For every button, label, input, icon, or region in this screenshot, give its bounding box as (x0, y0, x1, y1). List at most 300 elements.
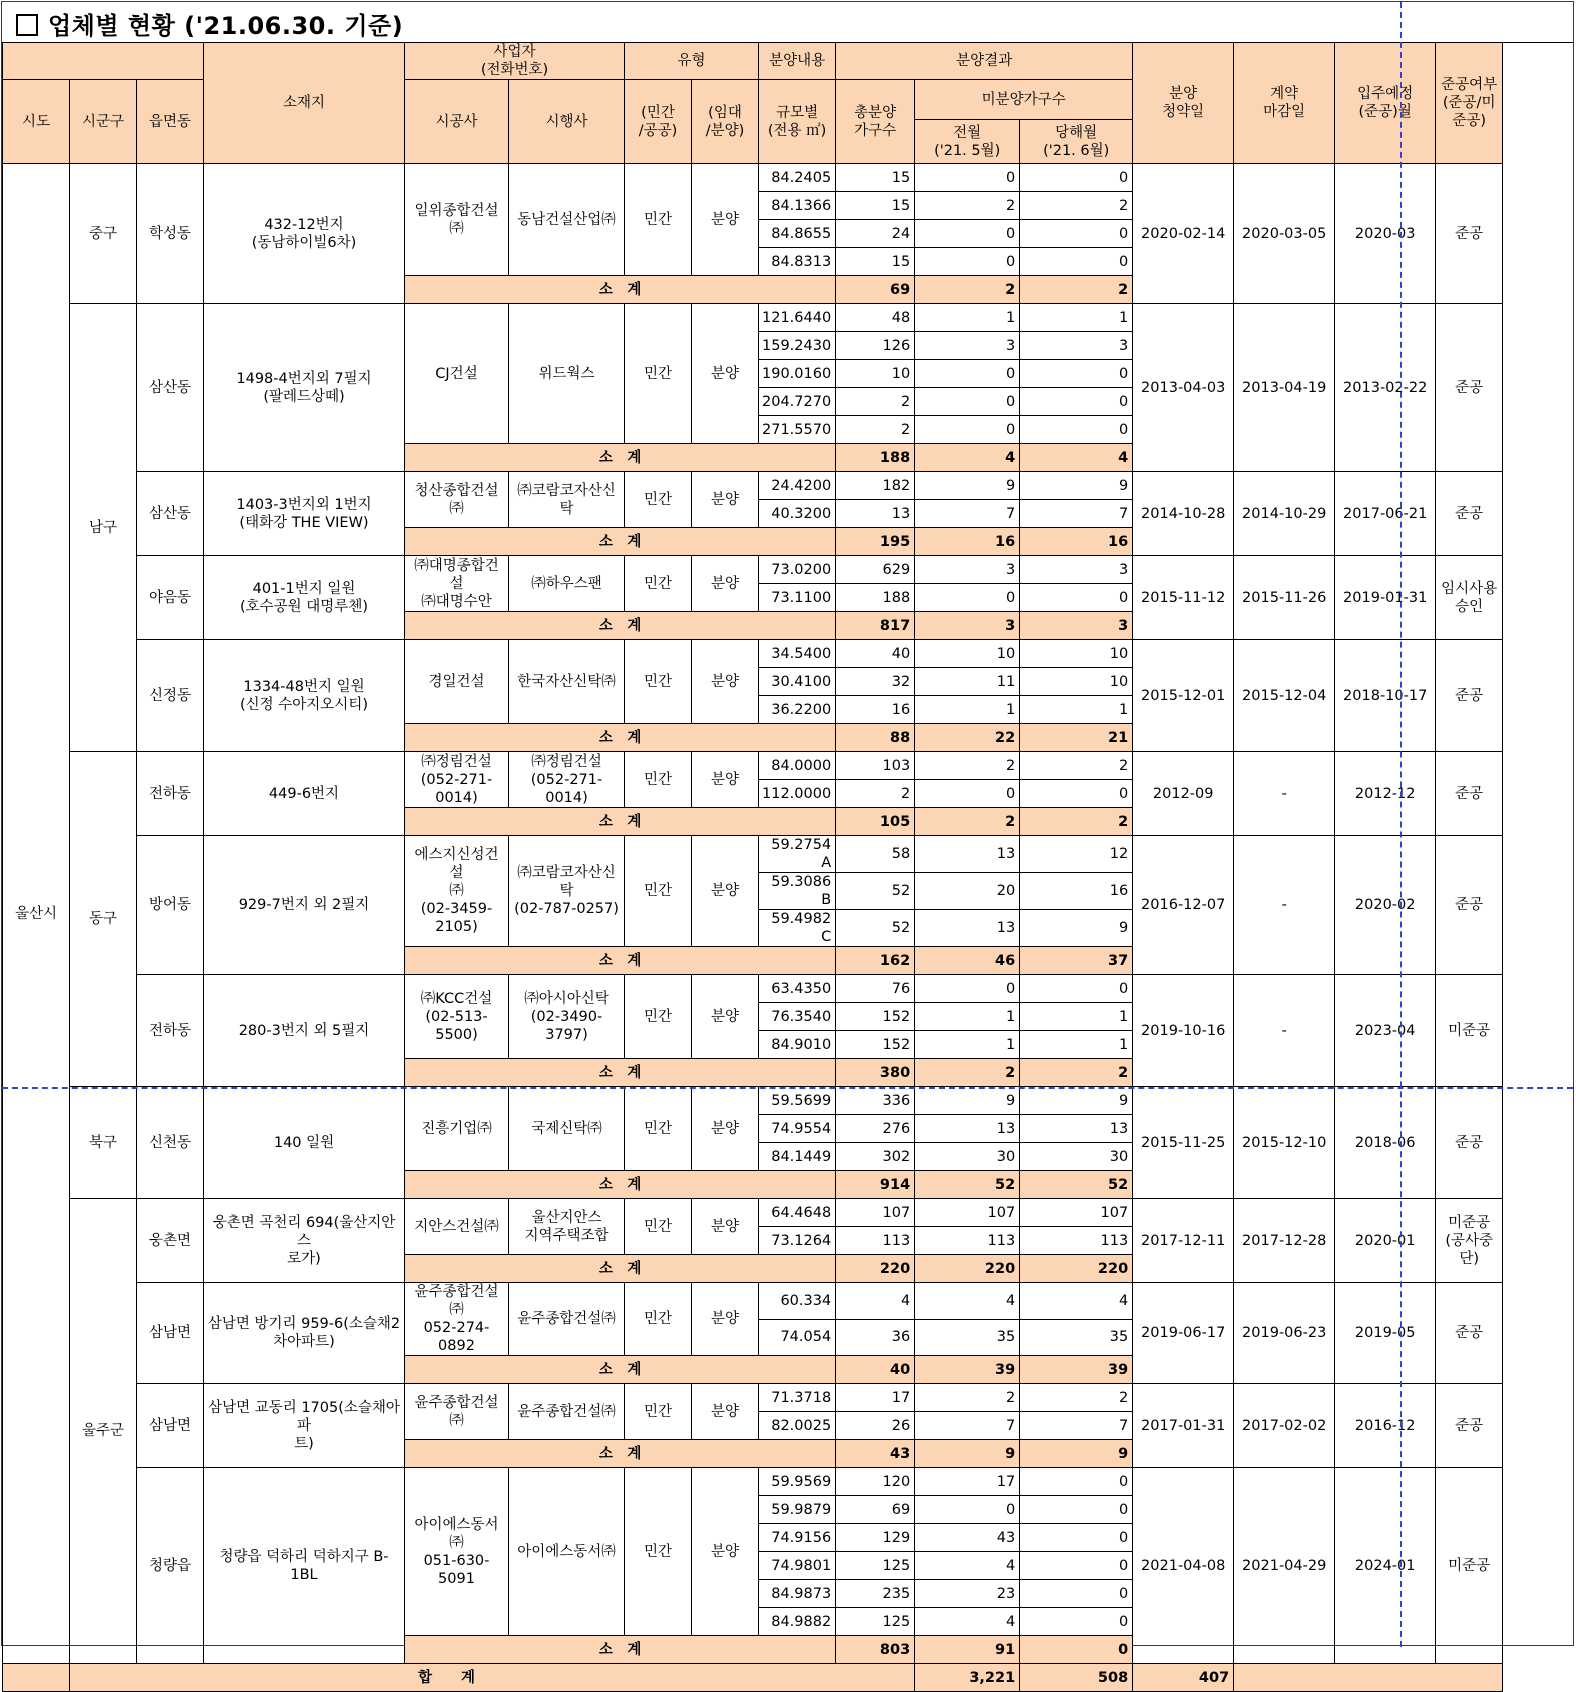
cell-location: 삼남면 방기리 959-6(소슬채2 차아파트) (204, 1283, 405, 1384)
cell-total-units: 107 (836, 1199, 915, 1227)
cell-prev-month: 13 (915, 910, 1020, 947)
cell-operator: 국제신탁㈜ (509, 1087, 625, 1171)
cell-total-units: 69 (836, 1496, 915, 1524)
cell-size: 112.0000 (759, 780, 836, 808)
cell-prev-month: 9 (915, 1087, 1020, 1115)
cell-dong: 전하동 (137, 752, 204, 836)
cell-prev-month: 23 (915, 1580, 1020, 1608)
cell-cur-month: 0 (1020, 1580, 1133, 1608)
cell-size: 59.2754 A (759, 836, 836, 873)
header-builder: 시공사 (405, 80, 509, 164)
cell-subscription-date: 2017-01-31 (1133, 1384, 1234, 1468)
subtotal-label: 소 계 (405, 724, 836, 752)
cell-cur-month: 1 (1020, 1003, 1133, 1031)
cell-cur-month: 107 (1020, 1199, 1133, 1227)
header-type: 유형 (625, 43, 759, 80)
cell-subscription-date: 2019-10-16 (1133, 975, 1234, 1087)
cell-builder: 윤주종합건설㈜ 052-274-0892 (405, 1283, 509, 1356)
cell-prev-month: 1 (915, 696, 1020, 724)
subtotal-prev-month: 220 (915, 1255, 1020, 1283)
subtotal-total-units: 69 (836, 276, 915, 304)
subtotal-prev-month: 52 (915, 1171, 1020, 1199)
cell-completion: 준공 (1436, 472, 1503, 556)
cell-type-private: 민간 (625, 640, 692, 724)
cell-type-private: 민간 (625, 1468, 692, 1636)
cell-dong: 삼남면 (137, 1283, 204, 1384)
cell-cur-month: 0 (1020, 584, 1133, 612)
subtotal-label: 소 계 (405, 1356, 836, 1384)
cell-operator: ㈜아시아신탁 (02-3490-3797) (509, 975, 625, 1059)
cell-prev-month: 3 (915, 556, 1020, 584)
cell-total-units: 52 (836, 910, 915, 947)
cell-prev-month: 0 (915, 248, 1020, 276)
cell-total-units: 188 (836, 584, 915, 612)
cell-prev-month: 2 (915, 1384, 1020, 1412)
subtotal-label: 소 계 (405, 947, 836, 975)
cell-cur-month: 0 (1020, 164, 1133, 192)
cell-operator: 한국자산신탁㈜ (509, 640, 625, 724)
checkbox-square-icon (16, 14, 38, 36)
cell-contract-date: 2015-12-10 (1234, 1087, 1335, 1199)
cell-total-units: 13 (836, 500, 915, 528)
cell-prev-month: 35 (915, 1319, 1020, 1356)
subtotal-total-units: 40 (836, 1356, 915, 1384)
cell-dong: 신정동 (137, 640, 204, 752)
cell-total-units: 126 (836, 332, 915, 360)
cell-type-private: 민간 (625, 1199, 692, 1255)
cell-operator: ㈜코람코자산신탁 (509, 472, 625, 528)
cell-operator: 위드웍스 (509, 304, 625, 444)
cell-total-units: 235 (836, 1580, 915, 1608)
header-cur-month: 당해월 ('21. 6월) (1020, 120, 1133, 164)
cell-size: 84.1449 (759, 1143, 836, 1171)
cell-size: 74.9801 (759, 1552, 836, 1580)
cell-total-units: 15 (836, 248, 915, 276)
subtotal-cur-month: 2 (1020, 1059, 1133, 1087)
cell-cur-month: 0 (1020, 416, 1133, 444)
table-row (3, 975, 1503, 1003)
header-completion: 준공여부 (준공/미 준공) (1436, 43, 1503, 164)
cell-dong: 전하동 (137, 975, 204, 1087)
cell-move-in: 2019-01-31 (1335, 556, 1436, 640)
cell-cur-month: 13 (1020, 1115, 1133, 1143)
cell-subscription-date: 2012-09 (1133, 752, 1234, 836)
cell-size: 84.9873 (759, 1580, 836, 1608)
cell-cur-month: 0 (1020, 975, 1133, 1003)
subtotal-cur-month: 16 (1020, 528, 1133, 556)
subtotal-cur-month: 3 (1020, 612, 1133, 640)
cell-prev-month: 4 (915, 1283, 1020, 1320)
cell-size: 84.0000 (759, 752, 836, 780)
cell-size: 24.4200 (759, 472, 836, 500)
cell-move-in: 2013-02-22 (1335, 304, 1436, 472)
cell-cur-month: 0 (1020, 1608, 1133, 1636)
spreadsheet (1, 1, 1574, 1686)
table-body (3, 164, 1503, 1692)
cell-cur-month: 4 (1020, 1283, 1133, 1320)
cell-sigungu: 울주군 (70, 1199, 137, 1664)
grand-total-row (3, 1664, 1503, 1692)
subtotal-total-units: 188 (836, 444, 915, 472)
cell-size: 59.5699 (759, 1087, 836, 1115)
cell-cur-month: 0 (1020, 1552, 1133, 1580)
cell-move-in: 2020-01 (1335, 1199, 1436, 1283)
cell-move-in: 2018-10-17 (1335, 640, 1436, 752)
subtotal-prev-month: 91 (915, 1636, 1020, 1664)
cell-location: 140 일원 (204, 1087, 405, 1199)
cell-prev-month: 7 (915, 500, 1020, 528)
cell-move-in: 2024-01 (1335, 1468, 1436, 1664)
cell-total-units: 336 (836, 1087, 915, 1115)
cell-operator: 아이에스동서㈜ (509, 1468, 625, 1636)
subtotal-total-units: 914 (836, 1171, 915, 1199)
cell-move-in: 2020-02 (1335, 836, 1436, 975)
cell-completion: 미준공 (공사중 단) (1436, 1199, 1503, 1283)
cell-total-units: 2 (836, 388, 915, 416)
cell-total-units: 10 (836, 360, 915, 388)
cell-completion: 준공 (1436, 164, 1503, 304)
cell-prev-month: 1 (915, 304, 1020, 332)
cell-type-private: 민간 (625, 164, 692, 276)
subtotal-cur-month: 0 (1020, 1636, 1133, 1664)
cell-location: 929-7번지 외 2필지 (204, 836, 405, 975)
cell-size: 73.0200 (759, 556, 836, 584)
subtotal-prev-month: 9 (915, 1440, 1020, 1468)
cell-prev-month: 43 (915, 1524, 1020, 1552)
cell-completion: 준공 (1436, 1384, 1503, 1468)
subtotal-prev-month: 16 (915, 528, 1020, 556)
cell-contract-date: - (1234, 752, 1335, 836)
cell-sigungu: 남구 (70, 304, 137, 752)
header-size: 규모별 (전용 ㎡) (759, 80, 836, 164)
cell-size: 76.3540 (759, 1003, 836, 1031)
subtotal-cur-month: 4 (1020, 444, 1133, 472)
subtotal-prev-month: 46 (915, 947, 1020, 975)
cell-cur-month: 0 (1020, 248, 1133, 276)
cell-size: 36.2200 (759, 696, 836, 724)
header-dong: 읍면동 (137, 80, 204, 164)
cell-cur-month: 10 (1020, 640, 1133, 668)
table-row (3, 304, 1503, 332)
header-prev-month: 전월 ('21. 5월) (915, 120, 1020, 164)
cell-subscription-date: 2015-12-01 (1133, 640, 1234, 752)
table-row (3, 1283, 1503, 1320)
cell-dong: 청량읍 (137, 1468, 204, 1664)
cell-sigungu: 북구 (70, 1087, 137, 1199)
subtotal-total-units: 88 (836, 724, 915, 752)
cell-total-units: 36 (836, 1319, 915, 1356)
cell-cur-month: 10 (1020, 668, 1133, 696)
cell-total-units: 129 (836, 1524, 915, 1552)
cell-dong: 방어동 (137, 836, 204, 975)
cell-builder: ㈜정림건설 (052-271- 0014) (405, 752, 509, 808)
cell-prev-month: 2 (915, 752, 1020, 780)
table-row (3, 472, 1503, 500)
cell-operator: 울산지안스 지역주택조합 (509, 1199, 625, 1255)
cell-subscription-date: 2015-11-12 (1133, 556, 1234, 640)
cell-cur-month: 1 (1020, 1031, 1133, 1059)
cell-total-units: 182 (836, 472, 915, 500)
cell-contract-date: 2017-02-02 (1234, 1384, 1335, 1468)
header-type-private: (민간 /공공) (625, 80, 692, 164)
cell-size: 71.3718 (759, 1384, 836, 1412)
header-subscription-date: 분양 청약일 (1133, 43, 1234, 164)
table-row (3, 1468, 1503, 1496)
cell-size: 59.9569 (759, 1468, 836, 1496)
cell-total-units: 125 (836, 1608, 915, 1636)
cell-operator: 윤주종합건설㈜ (509, 1384, 625, 1440)
cell-builder: 에스지신성건설 ㈜ (02-3459- 2105) (405, 836, 509, 947)
status-table (2, 42, 1503, 1692)
cell-cur-month: 2 (1020, 192, 1133, 220)
cell-cur-month: 9 (1020, 910, 1133, 947)
header-total-units: 총분양 가구수 (836, 80, 915, 164)
grand-total-prev-month: 508 (1020, 1664, 1133, 1692)
cell-size: 159.2430 (759, 332, 836, 360)
subtotal-cur-month: 2 (1020, 276, 1133, 304)
cell-type-private: 민간 (625, 556, 692, 612)
cell-cur-month: 2 (1020, 1384, 1133, 1412)
page-title (16, 6, 403, 41)
cell-dong: 웅촌면 (137, 1199, 204, 1283)
cell-size: 84.8655 (759, 220, 836, 248)
cell-total-units: 125 (836, 1552, 915, 1580)
cell-size: 190.0160 (759, 360, 836, 388)
cell-size: 59.4982 C (759, 910, 836, 947)
cell-prev-month: 4 (915, 1608, 1020, 1636)
cell-move-in: 2023-04 (1335, 975, 1436, 1087)
header-operator: 시행사 (509, 80, 625, 164)
table-row (3, 164, 1503, 192)
table-row (3, 640, 1503, 668)
subtotal-cur-month: 52 (1020, 1171, 1133, 1199)
grand-total-cur-month: 407 (1133, 1664, 1234, 1692)
subtotal-prev-month: 2 (915, 808, 1020, 836)
cell-size: 271.5570 (759, 416, 836, 444)
grand-total-tail (1234, 1664, 1503, 1692)
subtotal-cur-month: 9 (1020, 1440, 1133, 1468)
cell-type-sale: 분양 (692, 1087, 759, 1171)
subtotal-cur-month: 21 (1020, 724, 1133, 752)
cell-operator: 동남건설산업㈜ (509, 164, 625, 276)
cell-completion: 미준공 (1436, 975, 1503, 1087)
cell-prev-month: 13 (915, 836, 1020, 873)
cell-location: 449-6번지 (204, 752, 405, 836)
cell-contract-date: 2021-04-29 (1234, 1468, 1335, 1664)
cell-size: 84.1366 (759, 192, 836, 220)
subtotal-prev-month: 39 (915, 1356, 1020, 1384)
cell-size: 63.4350 (759, 975, 836, 1003)
cell-dong: 신천동 (137, 1087, 204, 1199)
cell-contract-date: 2013-04-19 (1234, 304, 1335, 472)
cell-sigungu: 중구 (70, 164, 137, 304)
header-sido: 시도 (3, 80, 70, 164)
cell-total-units: 4 (836, 1283, 915, 1320)
cell-cur-month: 0 (1020, 1524, 1133, 1552)
cell-prev-month: 17 (915, 1468, 1020, 1496)
cell-total-units: 276 (836, 1115, 915, 1143)
cell-type-private: 민간 (625, 836, 692, 947)
header-sigungu: 시군구 (70, 80, 137, 164)
cell-size: 84.8313 (759, 248, 836, 276)
cell-builder: 지안스건설㈜ (405, 1199, 509, 1255)
cell-dong: 삼산동 (137, 472, 204, 556)
cell-type-sale: 분양 (692, 975, 759, 1059)
cell-size: 30.4100 (759, 668, 836, 696)
cell-subscription-date: 2016-12-07 (1133, 836, 1234, 975)
cell-operator: ㈜코람코자산신탁 (02-787-0257) (509, 836, 625, 947)
cell-move-in: 2020-03 (1335, 164, 1436, 304)
cell-size: 74.9156 (759, 1524, 836, 1552)
cell-total-units: 76 (836, 975, 915, 1003)
cell-location: 웅촌면 곡천리 694(울산지안스 로가) (204, 1199, 405, 1283)
cell-completion: 준공 (1436, 836, 1503, 975)
cell-type-sale: 분양 (692, 1384, 759, 1440)
cell-type-sale: 분양 (692, 752, 759, 808)
header-contract-date: 계약 마감일 (1234, 43, 1335, 164)
cell-size: 73.1100 (759, 584, 836, 612)
cell-move-in: 2017-06-21 (1335, 472, 1436, 556)
cell-prev-month: 9 (915, 472, 1020, 500)
cell-contract-date: - (1234, 975, 1335, 1087)
cell-cur-month: 0 (1020, 360, 1133, 388)
cell-completion: 준공 (1436, 1087, 1503, 1199)
table-row (3, 1199, 1503, 1227)
cell-total-units: 48 (836, 304, 915, 332)
header-move-in: 입주예정 (준공)월 (1335, 43, 1436, 164)
cell-sido: 울산시 (3, 164, 70, 1664)
subtotal-total-units: 380 (836, 1059, 915, 1087)
header-unsold: 미분양가구수 (915, 80, 1133, 120)
cell-total-units: 15 (836, 192, 915, 220)
cell-prev-month: 0 (915, 220, 1020, 248)
cell-cur-month: 12 (1020, 836, 1133, 873)
cell-size: 40.3200 (759, 500, 836, 528)
cell-size: 84.2405 (759, 164, 836, 192)
subtotal-total-units: 105 (836, 808, 915, 836)
cell-cur-month: 35 (1020, 1319, 1133, 1356)
cell-total-units: 40 (836, 640, 915, 668)
cell-prev-month: 1 (915, 1031, 1020, 1059)
cell-prev-month: 0 (915, 416, 1020, 444)
title-bar (2, 2, 1573, 43)
cell-location: 1334-48번지 일원 (신정 수아지오시티) (204, 640, 405, 752)
cell-size: 74.054 (759, 1319, 836, 1356)
subtotal-label: 소 계 (405, 808, 836, 836)
cell-prev-month: 113 (915, 1227, 1020, 1255)
cell-subscription-date: 2015-11-25 (1133, 1087, 1234, 1199)
subtotal-total-units: 817 (836, 612, 915, 640)
subtotal-label: 소 계 (405, 1636, 836, 1664)
cell-cur-month: 3 (1020, 332, 1133, 360)
cell-move-in: 2016-12 (1335, 1384, 1436, 1468)
cell-builder: 일위종합건설㈜ (405, 164, 509, 276)
cell-prev-month: 0 (915, 388, 1020, 416)
subtotal-label: 소 계 (405, 444, 836, 472)
cell-total-units: 152 (836, 1003, 915, 1031)
cell-subscription-date: 2021-04-08 (1133, 1468, 1234, 1664)
subtotal-label: 소 계 (405, 1440, 836, 1468)
cell-total-units: 2 (836, 780, 915, 808)
table-row (3, 836, 1503, 873)
cell-type-sale: 분양 (692, 1468, 759, 1636)
cell-prev-month: 2 (915, 192, 1020, 220)
cell-subscription-date: 2017-12-11 (1133, 1199, 1234, 1283)
cell-size: 59.3086 B (759, 873, 836, 910)
subtotal-label: 소 계 (405, 1255, 836, 1283)
cell-size: 74.9554 (759, 1115, 836, 1143)
cell-cur-month: 2 (1020, 752, 1133, 780)
subtotal-label: 소 계 (405, 276, 836, 304)
cell-builder: CJ건설 (405, 304, 509, 444)
cell-prev-month: 0 (915, 1496, 1020, 1524)
cell-total-units: 15 (836, 164, 915, 192)
cell-location: 432-12번지 (동남하이빌6차) (204, 164, 405, 304)
header-location: 소재지 (204, 43, 405, 164)
table-row (3, 752, 1503, 780)
cell-type-private: 민간 (625, 304, 692, 444)
cell-contract-date: - (1234, 836, 1335, 975)
cell-size: 204.7270 (759, 388, 836, 416)
subtotal-prev-month: 2 (915, 1059, 1020, 1087)
cell-total-units: 629 (836, 556, 915, 584)
cell-location: 1498-4번지외 7필지 (팔레드상떼) (204, 304, 405, 472)
cell-prev-month: 10 (915, 640, 1020, 668)
subtotal-total-units: 220 (836, 1255, 915, 1283)
cell-size: 84.9882 (759, 1608, 836, 1636)
cell-cur-month: 9 (1020, 472, 1133, 500)
cell-total-units: 24 (836, 220, 915, 248)
grand-total-blank (3, 1664, 70, 1692)
cell-location: 청량읍 덕하리 덕하지구 B-1BL (204, 1468, 405, 1664)
subtotal-total-units: 195 (836, 528, 915, 556)
cell-prev-month: 30 (915, 1143, 1020, 1171)
cell-location: 1403-3번지외 1번지 (태화강 THE VIEW) (204, 472, 405, 556)
cell-operator: ㈜하우스팬 (509, 556, 625, 612)
table-row (3, 556, 1503, 584)
cell-builder: 경일건설 (405, 640, 509, 724)
cell-prev-month: 0 (915, 780, 1020, 808)
cell-prev-month: 107 (915, 1199, 1020, 1227)
cell-size: 34.5400 (759, 640, 836, 668)
cell-dong: 삼산동 (137, 304, 204, 472)
cell-cur-month: 113 (1020, 1227, 1133, 1255)
cell-cur-month: 30 (1020, 1143, 1133, 1171)
subtotal-label: 소 계 (405, 1171, 836, 1199)
cell-move-in: 2012-12 (1335, 752, 1436, 836)
cell-type-private: 민간 (625, 472, 692, 528)
cell-prev-month: 13 (915, 1115, 1020, 1143)
cell-type-private: 민간 (625, 752, 692, 808)
subtotal-total-units: 43 (836, 1440, 915, 1468)
cell-type-sale: 분양 (692, 836, 759, 947)
cell-sigungu: 동구 (70, 752, 137, 1087)
cell-prev-month: 7 (915, 1412, 1020, 1440)
cell-completion: 준공 (1436, 640, 1503, 752)
cell-cur-month: 0 (1020, 388, 1133, 416)
cell-cur-month: 16 (1020, 873, 1133, 910)
cell-contract-date: 2019-06-23 (1234, 1283, 1335, 1384)
cell-type-sale: 분양 (692, 556, 759, 612)
cell-total-units: 152 (836, 1031, 915, 1059)
cell-cur-month: 1 (1020, 304, 1133, 332)
cell-location: 삼남면 교동리 1705(소슬채아파 트) (204, 1384, 405, 1468)
grand-total-label: 합 계 (70, 1664, 915, 1692)
cell-total-units: 26 (836, 1412, 915, 1440)
cell-size: 82.0025 (759, 1412, 836, 1440)
cell-prev-month: 4 (915, 1552, 1020, 1580)
subtotal-cur-month: 39 (1020, 1356, 1133, 1384)
